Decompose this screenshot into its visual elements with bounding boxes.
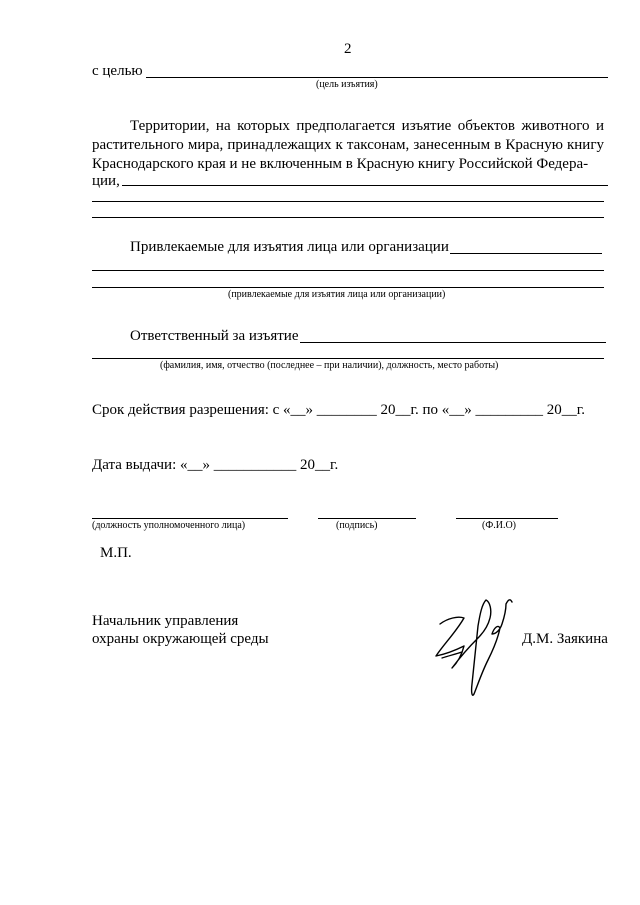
handwritten-signature: [428, 588, 518, 704]
territories-paragraph: Территории, на которых предполагается изъятие объектов животного и растительного мира, принадлежащих к таксонам, занесенным в Красную книгу Краснодарского края и не включенным в Красную книгу Российской Федера-: [92, 118, 604, 172]
engaged-line-2: [92, 270, 604, 271]
signature-caption: (подпись): [336, 520, 378, 531]
engaged-caption: (привлекаемые для изъятия лица или организации): [228, 289, 446, 300]
engaged-line-1: [450, 253, 602, 254]
territories-line-3: [92, 217, 604, 218]
name-line: [456, 518, 558, 519]
signer-name: Д.М. Заякина: [522, 631, 608, 647]
position-caption: (должность уполномоченного лица): [92, 520, 246, 531]
signer-title-line1: Начальник управления: [92, 613, 239, 629]
responsible-caption: (фамилия, имя, отчество (последнее – при наличии), должность, место работы): [160, 360, 499, 371]
engaged-label: Привлекаемые для изъятия лица или организации: [130, 239, 449, 255]
name-caption: (Ф.И.О): [482, 520, 517, 531]
engaged-line-3: [92, 287, 604, 288]
territories-paragraph-end: ции,: [92, 173, 120, 189]
purpose-line: [146, 77, 608, 78]
responsible-label: Ответственный за изъятие: [130, 328, 299, 344]
responsible-line-2: [92, 358, 604, 359]
position-line: [92, 518, 288, 519]
territories-line-1: [122, 185, 608, 186]
page-number: 2: [344, 41, 352, 57]
signer-title-line2: охраны окружающей среды: [92, 631, 269, 647]
validity-text: Срок действия разрешения: с «__» ________ 20__г. по «__» _________ 20__г.: [92, 402, 586, 418]
issue-date-text: Дата выдачи: «__» ___________ 20__г.: [92, 457, 339, 473]
purpose-caption: (цель изъятия): [316, 79, 378, 90]
signature-line: [318, 518, 416, 519]
responsible-line-1: [300, 342, 606, 343]
stamp-label: М.П.: [100, 545, 132, 561]
purpose-label: с целью: [92, 63, 143, 79]
territories-line-2: [92, 201, 604, 202]
